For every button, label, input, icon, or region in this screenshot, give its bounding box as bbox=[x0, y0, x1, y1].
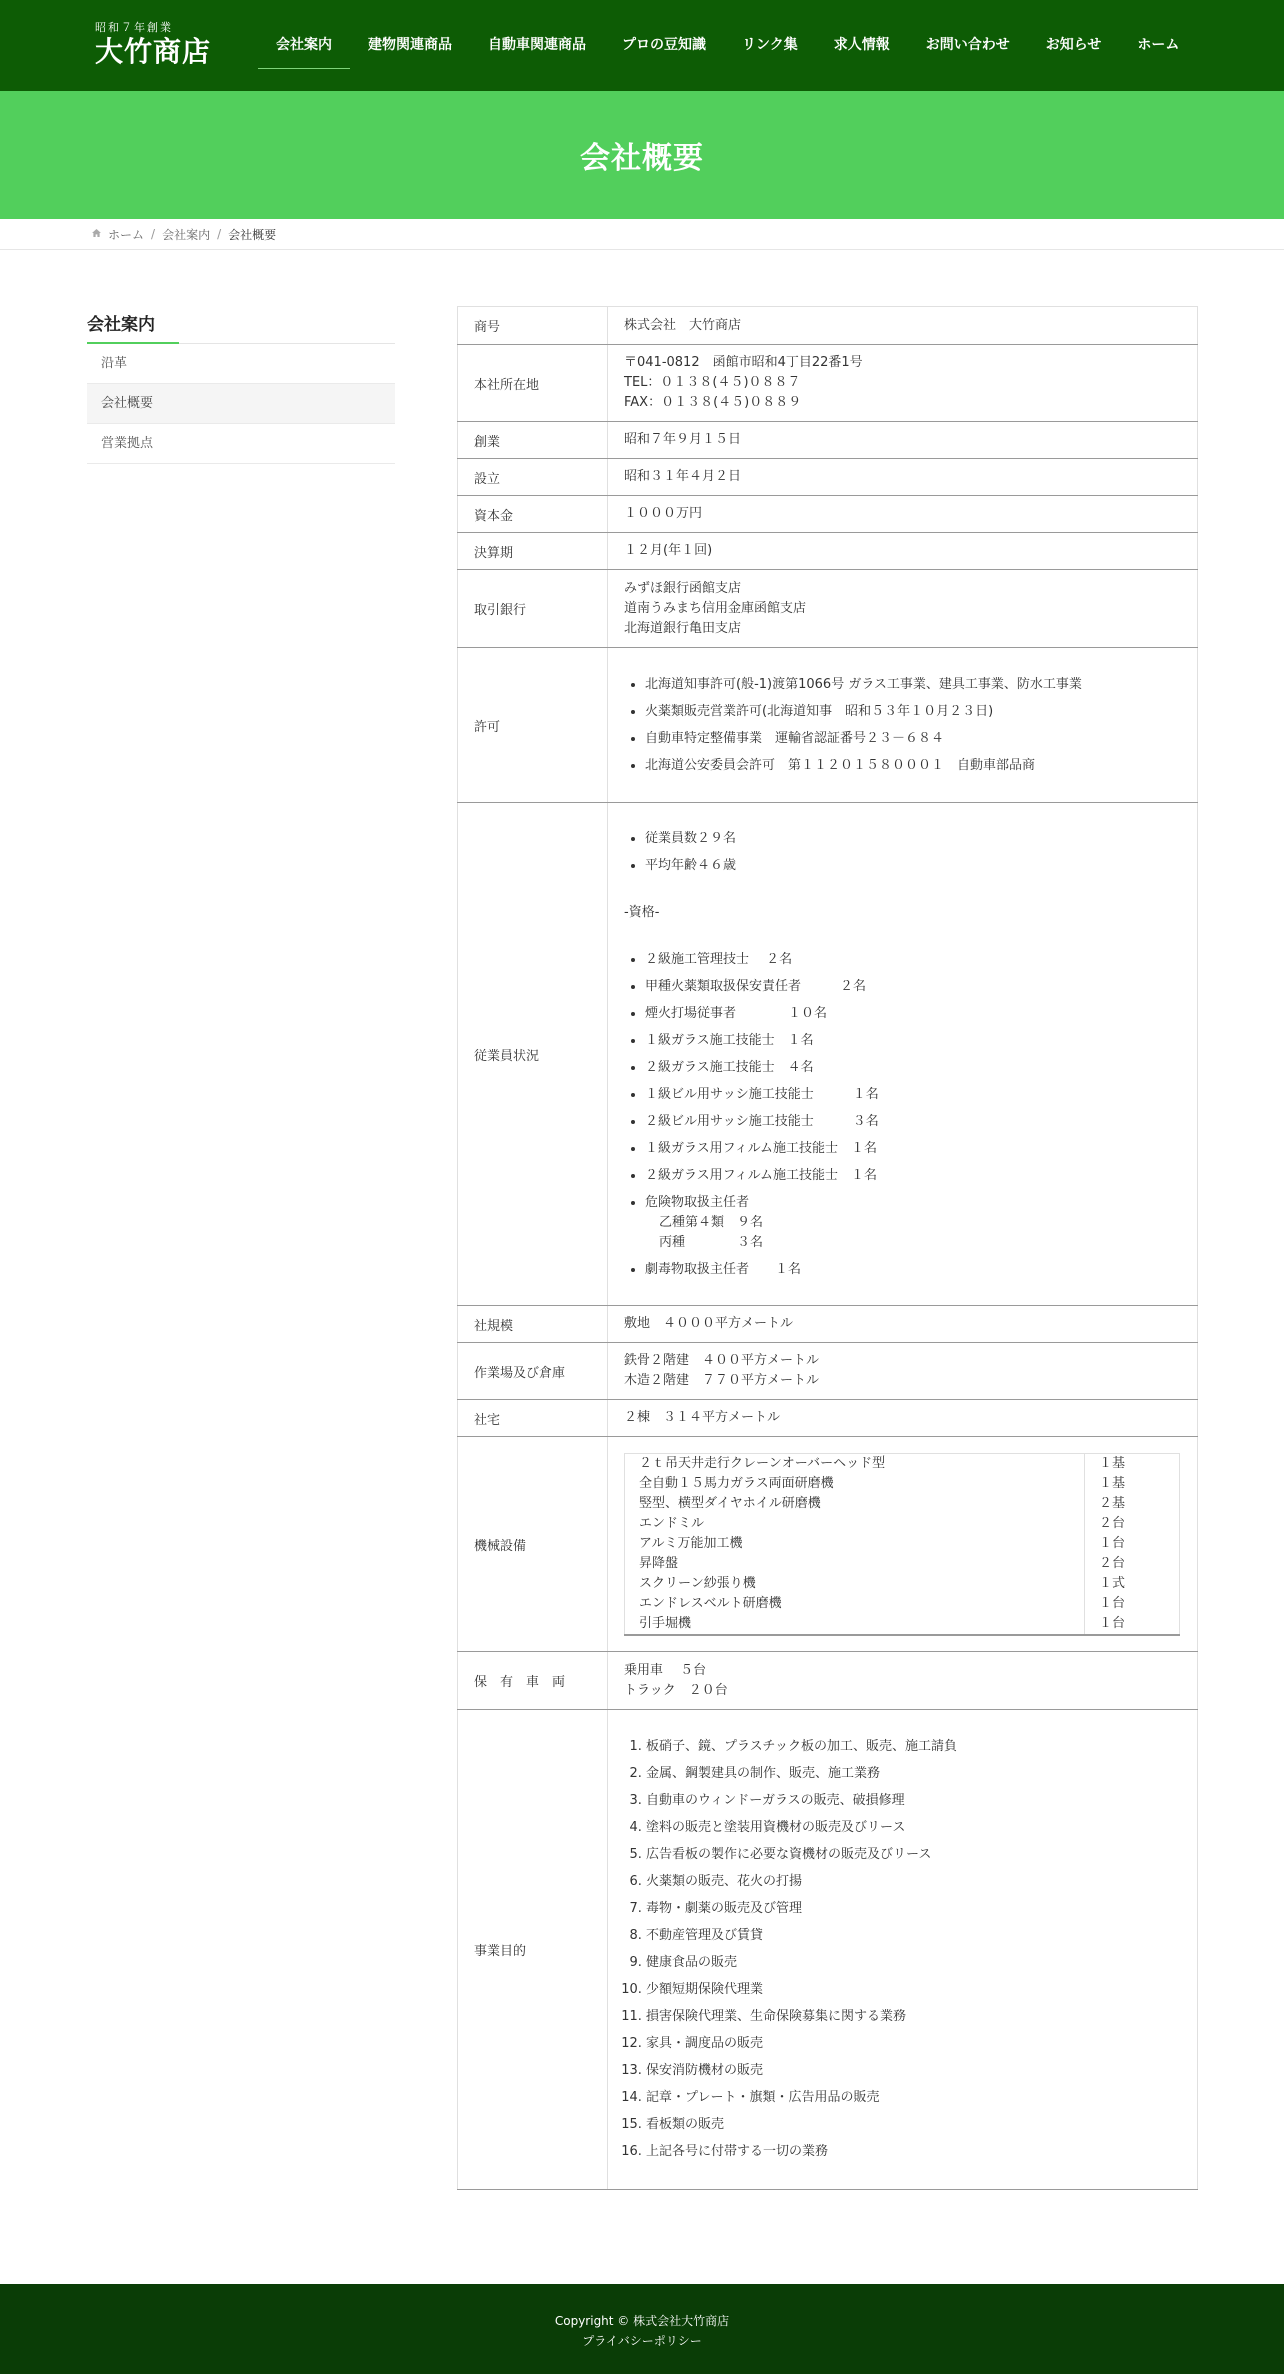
qualification-list bbox=[624, 950, 1181, 1280]
list-item: 16. 上記各号に付帯する一切の業務 bbox=[646, 2142, 1181, 2162]
row-label: 従業員状況 bbox=[458, 803, 608, 1306]
list-item: 1. 板硝子、鏡、プラスチック板の加工、販売、施工請負 bbox=[646, 1737, 1181, 1757]
machine-quantities: １基 １基 ２基 ２台 １台 ２台 １式 １台 １台 bbox=[1085, 1453, 1180, 1635]
row-value: １２月(年１回) bbox=[608, 533, 1198, 570]
main-content bbox=[0, 250, 1284, 2284]
privacy-policy-link[interactable]: プライバシーポリシー bbox=[582, 2334, 702, 2348]
table-row bbox=[458, 1710, 1198, 2190]
list-item: 5. 広告看板の製作に必要な資機材の販売及びリース bbox=[646, 1845, 1181, 1865]
sidebar-item-overview[interactable]: 会社概要 bbox=[87, 384, 395, 424]
breadcrumb-current: 会社概要 bbox=[228, 227, 277, 242]
business-purpose-list bbox=[624, 1737, 1181, 2162]
table-row bbox=[458, 533, 1198, 570]
sidebar-title: 会社案内 bbox=[87, 310, 395, 344]
row-value: 〒041-0812 函館市昭和4丁目22番1号 TEL：０１３８(４５)０８８７ FAX：０１３８(４５)０８８９ bbox=[608, 345, 1198, 422]
breadcrumb-company[interactable]: 会社案内 bbox=[162, 227, 211, 242]
table-row bbox=[458, 459, 1198, 496]
row-value bbox=[608, 1437, 1198, 1652]
list-item: 7. 毒物・劇薬の販売及び管理 bbox=[646, 1899, 1181, 1919]
nav-recruit[interactable]: 求人情報 bbox=[833, 37, 890, 53]
row-value: 昭和７年９月１５日 bbox=[608, 422, 1198, 459]
machine-names: ２ｔ吊天井走行クレーンオーバーヘッド型 全自動１５馬力ガラス両面研磨機 竪型、横型ダイヤホイル研磨機 エンドミル アルミ万能加工機 昇降盤 スクリーン紗張り機 エンドレスベルト研磨機 引手堀機 bbox=[625, 1453, 1085, 1635]
table-row bbox=[458, 803, 1198, 1306]
sidebar-item-history[interactable]: 沿革 bbox=[87, 344, 395, 384]
row-value: １０００万円 bbox=[608, 496, 1198, 533]
company-info-table bbox=[457, 306, 1198, 2190]
nav-contact[interactable]: お問い合わせ bbox=[925, 37, 1010, 53]
row-value bbox=[608, 803, 1198, 1306]
table-row bbox=[458, 570, 1198, 648]
list-item: • ２級施工管理技士 ２名 bbox=[645, 950, 1181, 970]
row-label: 事業目的 bbox=[458, 1710, 608, 2190]
table-row bbox=[458, 1652, 1198, 1710]
table-row bbox=[458, 422, 1198, 459]
table-row bbox=[458, 1343, 1198, 1400]
list-item: • １級ガラス用フィルム施工技能士 １名 bbox=[645, 1139, 1181, 1159]
list-item: • 北海道知事許可(般-1)渡第1066号 ガラス工事業、建具工事業、防水工事業 bbox=[645, 675, 1181, 695]
row-label: 創業 bbox=[458, 422, 608, 459]
list-item: • 危険物取扱主任者 乙種第４類 ９名 丙種 ３名 bbox=[645, 1193, 1181, 1253]
row-label: 設立 bbox=[458, 459, 608, 496]
table-row bbox=[458, 496, 1198, 533]
row-value: 鉄骨２階建 ４００平方メートル 木造２階建 ７７０平方メートル bbox=[608, 1343, 1198, 1400]
nav-news[interactable]: お知らせ bbox=[1045, 37, 1102, 53]
list-item: 4. 塗料の販売と塗装用資機材の販売及びリース bbox=[646, 1818, 1181, 1838]
row-label: 商号 bbox=[458, 307, 608, 345]
list-item: • ２級ガラス施工技能士 ４名 bbox=[645, 1058, 1181, 1078]
nav-building-products[interactable]: 建物関連商品 bbox=[368, 37, 452, 53]
list-item: 13. 保安消防機材の販売 bbox=[646, 2061, 1181, 2081]
page-title: 会社概要 bbox=[580, 141, 704, 176]
sidebar-item-offices[interactable]: 営業拠点 bbox=[87, 424, 395, 464]
row-value bbox=[608, 648, 1198, 803]
list-item: 12. 家具・調度品の販売 bbox=[646, 2034, 1181, 2054]
list-item: • ２級ビル用サッシ施工技能士 ３名 bbox=[645, 1112, 1181, 1132]
list-item: • 自動車特定整備事業 運輸省認証番号２３－６８４ bbox=[645, 729, 1181, 749]
row-label: 決算期 bbox=[458, 533, 608, 570]
list-item: 2. 金属、鋼製建具の制作、販売、施工業務 bbox=[646, 1764, 1181, 1784]
table-row bbox=[458, 345, 1198, 422]
list-item: • １級ガラス施工技能士 １名 bbox=[645, 1031, 1181, 1051]
permit-list bbox=[624, 675, 1181, 776]
breadcrumb-home[interactable]: ホーム bbox=[108, 227, 145, 242]
list-item: 14. 記章・プレート・旗類・広告用品の販売 bbox=[646, 2088, 1181, 2108]
list-item: 11. 損害保険代理業、生命保険募集に関する業務 bbox=[646, 2007, 1181, 2027]
list-item: • 火薬類販売営業許可(北海道知事 昭和５３年１０月２３日) bbox=[645, 702, 1181, 722]
row-label: 作業場及び倉庫 bbox=[458, 1343, 608, 1400]
global-nav bbox=[258, 0, 1197, 91]
list-item: 10. 少額短期保険代理業 bbox=[646, 1980, 1181, 2000]
qualification-heading: -資格- bbox=[624, 904, 660, 920]
nav-home[interactable]: ホーム bbox=[1137, 37, 1180, 53]
table-row bbox=[458, 307, 1198, 345]
list-item: 9. 健康食品の販売 bbox=[646, 1953, 1181, 1973]
sidebar bbox=[87, 310, 395, 464]
table-row bbox=[458, 648, 1198, 803]
table-row bbox=[458, 1437, 1198, 1652]
list-item: 3. 自動車のウィンドーガラスの販売、破損修理 bbox=[646, 1791, 1181, 1811]
row-label: 社規模 bbox=[458, 1306, 608, 1343]
table-row bbox=[458, 1400, 1198, 1437]
staff-list bbox=[624, 829, 1181, 876]
list-item: • 煙火打場従事者 １０名 bbox=[645, 1004, 1181, 1024]
logo-name: 大竹商店 bbox=[95, 35, 212, 68]
row-value: 株式会社 大竹商店 bbox=[608, 307, 1198, 345]
list-item: 8. 不動産管理及び賃貸 bbox=[646, 1926, 1181, 1946]
home-icon bbox=[92, 229, 101, 237]
list-item: • ２級ガラス用フィルム施工技能士 １名 bbox=[645, 1166, 1181, 1186]
row-label: 許可 bbox=[458, 648, 608, 803]
row-value: 乗用車 ５台 トラック ２０台 bbox=[608, 1652, 1198, 1710]
row-label: 保 有 車 両 bbox=[458, 1652, 608, 1710]
logo-tagline: 昭和７年創業 bbox=[95, 21, 173, 34]
list-item: • 平均年齢４６歳 bbox=[645, 856, 1181, 876]
row-value: 敷地 ４０００平方メートル bbox=[608, 1306, 1198, 1343]
row-value bbox=[608, 1710, 1198, 2190]
nav-company[interactable]: 会社案内 bbox=[258, 0, 350, 91]
breadcrumb: ホーム / 会社案内 / 会社概要 bbox=[0, 219, 1284, 250]
nav-links[interactable]: リンク集 bbox=[742, 37, 798, 53]
copyright: Copyright © 株式会社大竹商店 bbox=[554, 2314, 730, 2328]
list-item: • 北海道公安委員会許可 第１１２０１５８０００１ 自動車部品商 bbox=[645, 756, 1181, 776]
row-label: 取引銀行 bbox=[458, 570, 608, 648]
list-item: • 甲種火薬類取扱保安責任者 ２名 bbox=[645, 977, 1181, 997]
list-item: • 従業員数２９名 bbox=[645, 829, 1181, 849]
row-value: ２棟 ３１４平方メートル bbox=[608, 1400, 1198, 1437]
list-item: 6. 火薬類の販売、花火の打揚 bbox=[646, 1872, 1181, 1892]
row-value: みずほ銀行函館支店 道南うみまち信用金庫函館支店 北海道銀行亀田支店 bbox=[608, 570, 1198, 648]
row-label: 本社所在地 bbox=[458, 345, 608, 422]
nav-pro-tips[interactable]: プロの豆知識 bbox=[622, 37, 706, 53]
list-item: 15. 看板類の販売 bbox=[646, 2115, 1181, 2135]
list-item: • １級ビル用サッシ施工技能士 １名 bbox=[645, 1085, 1181, 1105]
company-overview bbox=[457, 306, 1198, 2190]
machinery-table bbox=[624, 1453, 1180, 1636]
site-footer bbox=[0, 2284, 1284, 2374]
row-label: 社宅 bbox=[458, 1400, 608, 1437]
sidebar-menu bbox=[87, 344, 395, 464]
row-label: 資本金 bbox=[458, 496, 608, 533]
row-label: 機械設備 bbox=[458, 1437, 608, 1652]
row-value: 昭和３１年４月２日 bbox=[608, 459, 1198, 496]
table-row bbox=[458, 1306, 1198, 1343]
site-header bbox=[0, 0, 1284, 91]
nav-auto-products[interactable]: 自動車関連商品 bbox=[488, 37, 586, 53]
list-item: • 劇毒物取扱主任者 １名 bbox=[645, 1260, 1181, 1280]
